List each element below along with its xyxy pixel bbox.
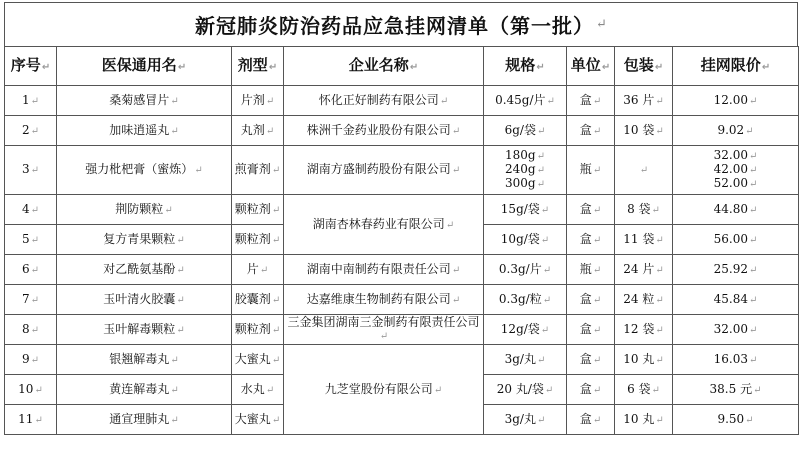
cell-unit: 盒↵ xyxy=(567,315,615,345)
cell-spec: 6g/袋↵ xyxy=(484,116,567,146)
cell-no: 5↵ xyxy=(5,225,57,255)
cell-pack: 11 袋↵ xyxy=(615,225,673,255)
cell-price: 44.80↵ xyxy=(673,195,799,225)
cell-form: 颗粒剂↵ xyxy=(232,195,284,225)
cell-form: 颗粒剂↵ xyxy=(232,315,284,345)
cell-no: 6↵ xyxy=(5,255,57,285)
cell-price: 56.00↵ xyxy=(673,225,799,255)
col-header-pack: 包装↵ xyxy=(615,47,673,86)
table-row xyxy=(5,255,799,285)
cell-unit: 盒↵ xyxy=(567,86,615,116)
cell-company: 湖南中南制药有限责任公司↵ xyxy=(284,255,484,285)
cell-no: 1↵ xyxy=(5,86,57,116)
cell-form: 水丸↵ xyxy=(232,375,284,405)
cell-no: 2↵ xyxy=(5,116,57,146)
cell-name: 荆防颗粒↵ xyxy=(57,195,232,225)
cell-unit: 盒↵ xyxy=(567,285,615,315)
cell-spec: 3g/丸↵ xyxy=(484,345,567,375)
cell-form: 大蜜丸↵ xyxy=(232,345,284,375)
cell-price: 25.92↵ xyxy=(673,255,799,285)
cell-company: 湖南方盛制药股份有限公司↵ xyxy=(284,146,484,195)
cell-spec: 3g/丸↵ xyxy=(484,405,567,435)
cell-price: 9.50↵ xyxy=(673,405,799,435)
cell-no: 10↵ xyxy=(5,375,57,405)
cell-pack: 12 袋↵ xyxy=(615,315,673,345)
table-row xyxy=(5,146,799,195)
cell-form: 大蜜丸↵ xyxy=(232,405,284,435)
cell-spec: 0.3g/粒↵ xyxy=(484,285,567,315)
table-row xyxy=(5,195,799,225)
cell-price: 32.00↵ xyxy=(673,315,799,345)
table-row xyxy=(5,116,799,146)
cell-unit: 盒↵ xyxy=(567,345,615,375)
cell-spec: 12g/袋↵ xyxy=(484,315,567,345)
cell-company: 湖南杏林春药业有限公司↵ xyxy=(284,195,484,255)
cell-form: 丸剂↵ xyxy=(232,116,284,146)
cell-company: 株洲千金药业股份有限公司↵ xyxy=(284,116,484,146)
cell-name: 加味逍遥丸↵ xyxy=(57,116,232,146)
cell-spec: 15g/袋↵ xyxy=(484,195,567,225)
cell-no: 3↵ xyxy=(5,146,57,195)
cell-price: 38.5 元↵ xyxy=(673,375,799,405)
header-row xyxy=(5,47,799,86)
cell-company: 九芝堂股份有限公司↵ xyxy=(284,345,484,435)
cell-price: 9.02↵ xyxy=(673,116,799,146)
table-row xyxy=(5,315,799,345)
col-header-name: 医保通用名↵ xyxy=(57,47,232,86)
cell-no: 11↵ xyxy=(5,405,57,435)
cell-unit: 瓶↵ xyxy=(567,146,615,195)
cell-no: 8↵ xyxy=(5,315,57,345)
col-header-company: 企业名称↵ xyxy=(284,47,484,86)
cell-form: 颗粒剂↵ xyxy=(232,225,284,255)
col-header-form: 剂型↵ xyxy=(232,47,284,86)
page-title: 新冠肺炎防治药品应急挂网清单（第一批） xyxy=(195,14,595,38)
col-header-unit: 单位↵ xyxy=(567,47,615,86)
cell-form: 煎膏剂↵ xyxy=(232,146,284,195)
cell-name: 复方青果颗粒↵ xyxy=(57,225,232,255)
cell-spec: 0.3g/片↵ xyxy=(484,255,567,285)
cell-company: 达嘉维康生物制药有限公司↵ xyxy=(284,285,484,315)
col-header-no: 序号↵ xyxy=(5,47,57,86)
cell-spec: 20 丸/袋↵ xyxy=(484,375,567,405)
cell-spec: 180g↵ 240g↵ 300g↵ xyxy=(484,146,567,195)
cell-spec: 0.45g/片↵ xyxy=(484,86,567,116)
cell-price: 45.84↵ xyxy=(673,285,799,315)
cell-price: 32.00↵ 42.00↵ 52.00↵ xyxy=(673,146,799,195)
col-header-price: 挂网限价↵ xyxy=(673,47,799,86)
table-row xyxy=(5,345,799,375)
paragraph-mark: ↵ xyxy=(596,17,607,32)
cell-no: 4↵ xyxy=(5,195,57,225)
cell-pack: 10 袋↵ xyxy=(615,116,673,146)
cell-name: 玉叶清火胶囊↵ xyxy=(57,285,232,315)
cell-unit: 盒↵ xyxy=(567,225,615,255)
cell-name: 强力枇杷膏（蜜炼）↵ xyxy=(57,146,232,195)
table-row xyxy=(5,86,799,116)
cell-company: 三金集团湖南三金制药有限责任公司↵ xyxy=(284,315,484,345)
drug-list-table xyxy=(4,46,799,435)
cell-pack: 8 袋↵ xyxy=(615,195,673,225)
cell-name: 黄连解毒丸↵ xyxy=(57,375,232,405)
cell-pack: ↵ xyxy=(615,146,673,195)
cell-name: 通宣理肺丸↵ xyxy=(57,405,232,435)
cell-no: 9↵ xyxy=(5,345,57,375)
cell-pack: 10 丸↵ xyxy=(615,345,673,375)
cell-name: 对乙酰氨基酚↵ xyxy=(57,255,232,285)
cell-unit: 盒↵ xyxy=(567,405,615,435)
cell-form: 片↵ xyxy=(232,255,284,285)
col-header-spec: 规格↵ xyxy=(484,47,567,86)
cell-no: 7↵ xyxy=(5,285,57,315)
cell-form: 胶囊剂↵ xyxy=(232,285,284,315)
cell-spec: 10g/袋↵ xyxy=(484,225,567,255)
cell-pack: 24 粒↵ xyxy=(615,285,673,315)
cell-name: 玉叶解毒颗粒↵ xyxy=(57,315,232,345)
cell-unit: 盒↵ xyxy=(567,116,615,146)
table-row xyxy=(5,285,799,315)
cell-unit: 盒↵ xyxy=(567,195,615,225)
cell-form: 片剂↵ xyxy=(232,86,284,116)
cell-pack: 6 袋↵ xyxy=(615,375,673,405)
cell-price: 16.03↵ xyxy=(673,345,799,375)
cell-company: 怀化正好制药有限公司↵ xyxy=(284,86,484,116)
title-row xyxy=(4,2,798,46)
cell-name: 银翘解毒丸↵ xyxy=(57,345,232,375)
cell-price: 12.00↵ xyxy=(673,86,799,116)
cell-unit: 盒↵ xyxy=(567,375,615,405)
cell-unit: 瓶↵ xyxy=(567,255,615,285)
cell-pack: 24 片↵ xyxy=(615,255,673,285)
cell-pack: 10 丸↵ xyxy=(615,405,673,435)
cell-name: 桑菊感冒片↵ xyxy=(57,86,232,116)
cell-pack: 36 片↵ xyxy=(615,86,673,116)
